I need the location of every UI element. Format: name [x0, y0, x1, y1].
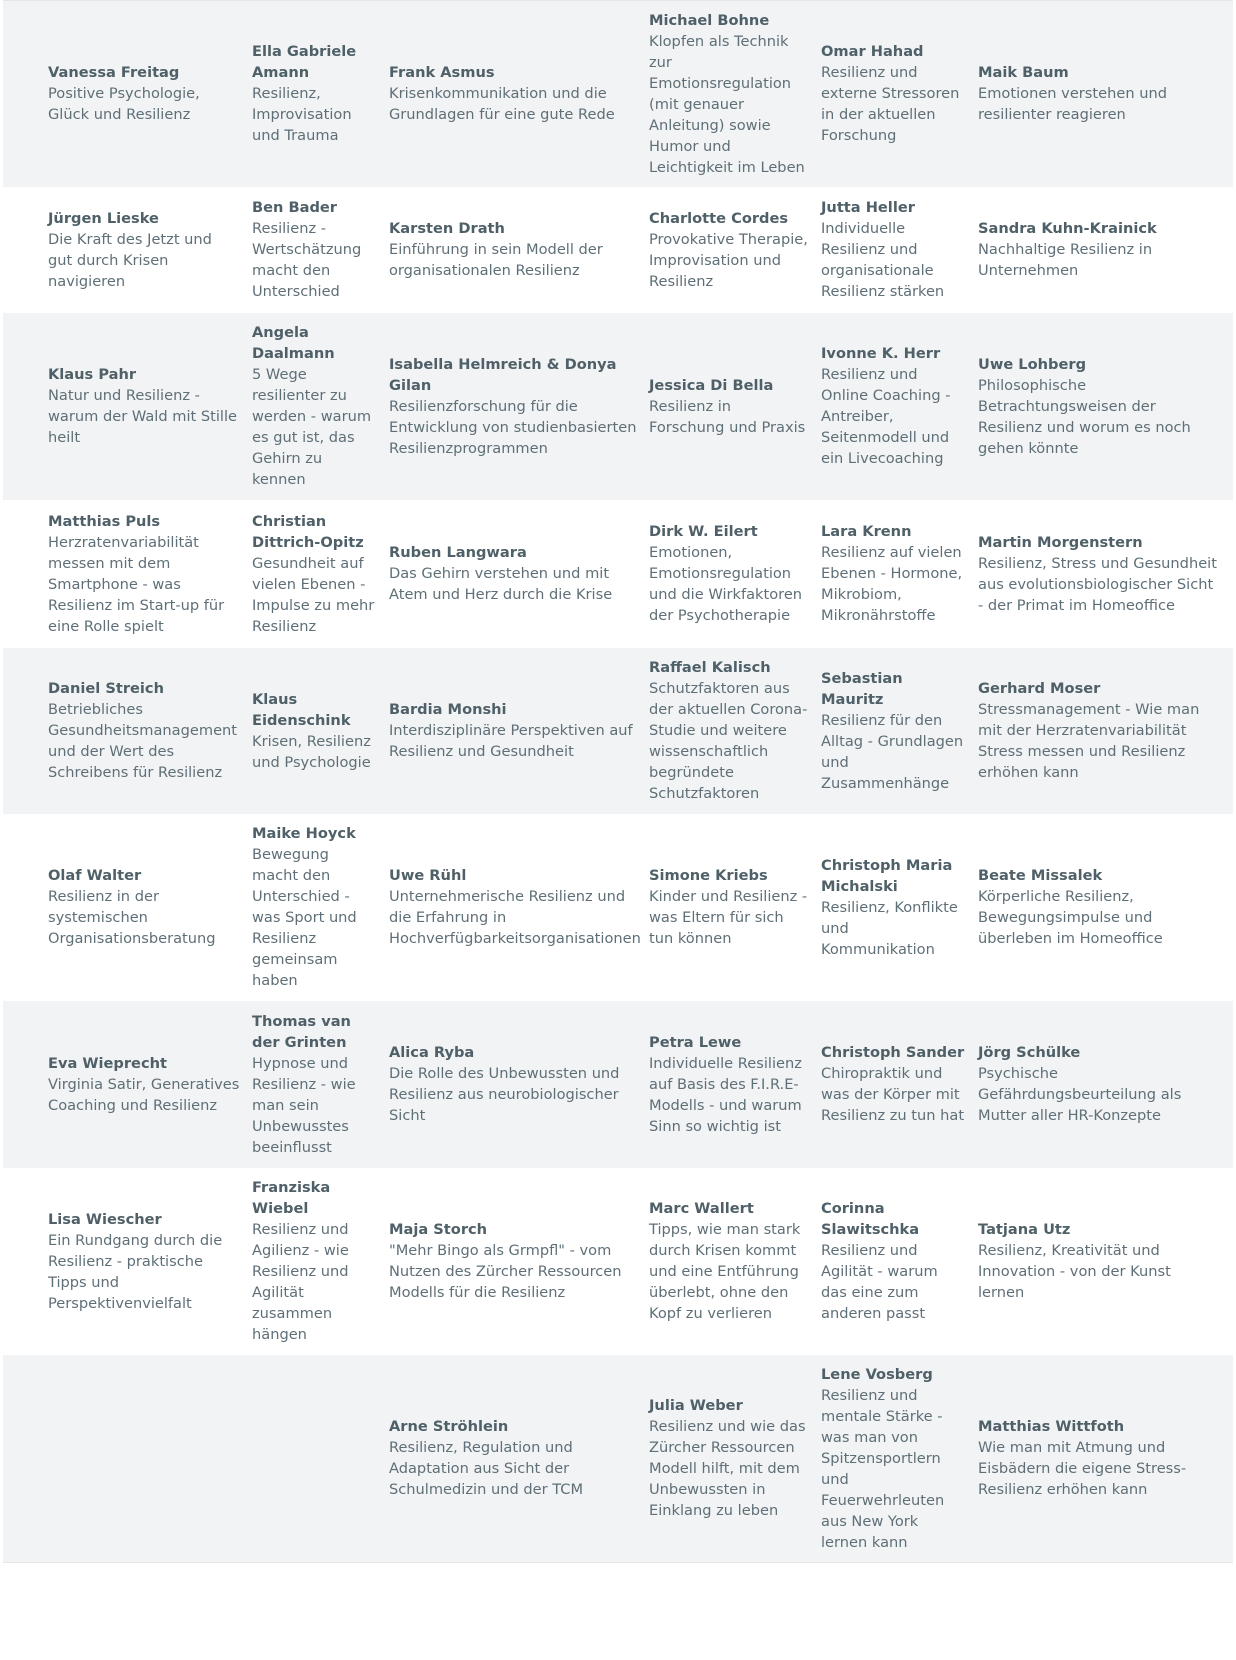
- speaker-name: Angela Daalmann: [252, 324, 335, 362]
- talk-topic: Bewegung macht den Unterschied - was Sport und Resilienz gemeinsam haben: [252, 846, 357, 989]
- speaker-cell: [821, 648, 978, 814]
- speaker-name: Raffael Kalisch: [649, 659, 771, 676]
- speaker-name: Franziska Wiebel: [252, 1179, 331, 1217]
- speaker-cell: [389, 814, 649, 1001]
- speaker-name: Tatjana Utz: [978, 1221, 1071, 1238]
- speaker-name: Lara Krenn: [821, 523, 912, 540]
- speaker-name: Bardia Monshi: [389, 701, 507, 718]
- speaker-cell: [978, 1, 1233, 187]
- speaker-cell: [252, 1, 389, 187]
- talk-topic: Individuelle Resilienz und organisationale Resilienz stärken: [821, 220, 945, 300]
- speaker-cell: [821, 1, 978, 187]
- speaker-cell: [649, 500, 821, 648]
- speaker-cell: [821, 1355, 978, 1563]
- talk-topic: Natur und Resilienz - warum der Wald mit Stille heilt: [48, 387, 238, 446]
- speaker-cell: [821, 187, 978, 313]
- talk-topic: Interdisziplinäre Perspektiven auf Resilienz und Gesundheit: [389, 722, 633, 760]
- talk-topic: Wie man mit Atmung und Eisbädern die eigene Stress-Resilienz erhöhen kann: [978, 1439, 1187, 1499]
- speaker-name: Corinna Slawitschka: [821, 1200, 920, 1238]
- speaker-cell: [389, 1, 649, 187]
- speaker-cell: [3, 1, 252, 187]
- talk-topic: Betriebliches Gesundheitsmanagement und der Wert des Schreibens für Resilienz: [48, 701, 238, 781]
- table-row: [3, 1, 1233, 187]
- speaker-cell: [649, 648, 821, 814]
- speaker-name: Isabella Helmreich & Donya Gilan: [389, 355, 617, 394]
- speaker-cell: [649, 1001, 821, 1168]
- speaker-name: Jutta Heller: [821, 199, 915, 216]
- talk-topic: Resilienz auf vielen Ebenen - Hormone, Mikrobiom, Mikronährstoffe: [821, 544, 963, 624]
- talk-topic: Nachhaltige Resilienz in Unternehmen: [978, 241, 1153, 279]
- talk-topic: Emotionen, Emotionsregulation und die Wirkfaktoren der Psychotherapie: [649, 544, 803, 624]
- talk-topic: Die Kraft des Jetzt und gut durch Krisen navigieren: [48, 230, 212, 290]
- speaker-cell: [252, 648, 389, 814]
- speaker-cell: [821, 814, 978, 1001]
- speaker-name: Karsten Drath: [389, 220, 505, 237]
- speaker-cell: [978, 648, 1233, 814]
- talk-topic: Das Gehirn verstehen und mit Atem und Herz durch die Krise: [389, 565, 613, 603]
- speaker-name: Jörg Schülke: [978, 1044, 1081, 1061]
- speaker-name: Uwe Lohberg: [978, 355, 1087, 373]
- speaker-name: Gerhard Moser: [978, 680, 1101, 697]
- speaker-cell: [389, 500, 649, 648]
- talk-topic: Schutzfaktoren aus der aktuellen Corona-Studie und weitere wissenschaftlich begründete Schutzfaktoren: [649, 680, 808, 802]
- talk-topic: Chiropraktik und was der Körper mit Resilienz zu tun hat: [821, 1065, 965, 1124]
- speaker-name: Lene Vosberg: [821, 1365, 933, 1383]
- speaker-cell: [649, 313, 821, 500]
- speaker-cell: [649, 1, 821, 187]
- speaker-name: Uwe Rühl: [389, 867, 467, 884]
- talk-topic: Positive Psychologie, Glück und Resilienz: [48, 85, 200, 124]
- speaker-name: Beate Missalek: [978, 867, 1103, 884]
- speaker-name: Omar Hahad: [821, 43, 924, 61]
- talk-topic: Körperliche Resilienz, Bewegungsimpulse und überleben im Homeoffice: [978, 888, 1163, 947]
- talk-topic: Hypnose und Resilienz - wie man sein Unbewusstes beeinflusst: [252, 1054, 356, 1156]
- speaker-name: Thomas van der Grinten: [252, 1012, 351, 1051]
- speaker-name: Christian Dittrich-Opitz: [252, 512, 364, 551]
- talk-topic: Philosophische Betrachtungsweisen der Resilienz und worum es noch gehen könnte: [978, 376, 1191, 457]
- talk-topic: Resilienz - Wertschätzung macht den Unterschied: [252, 220, 362, 300]
- talk-topic: Resilienz und Online Coaching - Antreiber, Seitenmodell und ein Livecoaching: [821, 366, 951, 467]
- speaker-name: Klaus Pahr: [48, 366, 137, 383]
- table-row: [3, 1168, 1233, 1355]
- talk-topic: Resilienz und mentale Stärke - was man von Spitzensportlern und Feuerwehrleuten aus New York lernen kann: [821, 1386, 945, 1551]
- speaker-name: Daniel Streich: [48, 680, 164, 697]
- table-row: [3, 1355, 1233, 1563]
- talk-topic: Resilienz in der systemischen Organisationsberatung: [48, 888, 216, 947]
- speaker-name: Vanessa Freitag: [48, 64, 180, 82]
- speaker-name: Matthias Wittfoth: [978, 1418, 1125, 1436]
- talk-topic: Einführung in sein Modell der organisationalen Resilienz: [389, 241, 603, 279]
- talk-topic: Krisenkommunikation und die Grundlagen für eine gute Rede: [389, 85, 615, 124]
- speaker-cell: [252, 500, 389, 648]
- speaker-cell: [821, 500, 978, 648]
- speaker-cell: [978, 1001, 1233, 1168]
- talk-topic: Herzratenvariabilität messen mit dem Smartphone - was Resilienz im Start-up für eine Rolle spielt: [48, 533, 225, 635]
- speaker-cell: [821, 1001, 978, 1168]
- speaker-cell: [3, 1168, 252, 1355]
- speaker-cell: [3, 648, 252, 814]
- talk-topic: Klopfen als Technik zur Emotionsregulation (mit genauer Anleitung) sowie Humor und Leichtigkeit im Leben: [649, 32, 805, 176]
- speaker-name: Simone Kriebs: [649, 867, 768, 884]
- talk-topic: Resilienz für den Alltag - Grundlagen und Zusammenhänge: [821, 711, 964, 792]
- speaker-cell: [649, 814, 821, 1001]
- talk-topic: Resilienz, Regulation und Adaptation aus Sicht der Schulmedizin und der TCM: [389, 1439, 584, 1499]
- speaker-cell: [389, 313, 649, 500]
- speaker-name: Marc Wallert: [649, 1200, 754, 1217]
- speaker-name: Martin Morgenstern: [978, 533, 1143, 551]
- speaker-name: Klaus Eidenschink: [252, 690, 351, 729]
- speaker-name: Maja Storch: [389, 1221, 488, 1238]
- speaker-cell: [3, 313, 252, 500]
- speaker-name: Maik Baum: [978, 64, 1069, 82]
- speaker-name: Arne Ströhlein: [389, 1418, 509, 1436]
- empty-cell: [3, 1355, 252, 1563]
- speaker-cell: [978, 1168, 1233, 1355]
- talk-topic: Resilienz, Konflikte und Kommunikation: [821, 898, 958, 958]
- talk-topic: Virginia Satir, Generatives Coaching und Resilienz: [48, 1075, 240, 1114]
- speaker-cell: [649, 187, 821, 313]
- empty-cell: [252, 1355, 389, 1563]
- speaker-name: Jessica Di Bella: [649, 376, 774, 394]
- speaker-cell: [389, 1168, 649, 1355]
- speaker-cell: [389, 1001, 649, 1168]
- table-row: [3, 648, 1233, 814]
- talk-topic: Emotionen verstehen und resilienter reagieren: [978, 85, 1167, 124]
- table-row: [3, 814, 1233, 1001]
- speaker-cell: [252, 814, 389, 1001]
- talk-topic: Resilienz und Agilienz - wie Resilienz und Agilität zusammen hängen: [252, 1221, 349, 1343]
- speaker-name: Ben Bader: [252, 199, 338, 216]
- speaker-name: Eva Wieprecht: [48, 1054, 167, 1072]
- talk-topic: "Mehr Bingo als Grmpfl" - vom Nutzen des Zürcher Ressourcen Modells für die Resilienz: [389, 1242, 622, 1301]
- talk-topic: Individuelle Resilienz auf Basis des F.I.R.E-Modells - und warum Sinn so wichtig ist: [649, 1054, 802, 1135]
- speaker-cell: [389, 648, 649, 814]
- speaker-name: Petra Lewe: [649, 1033, 742, 1051]
- speaker-cell: [252, 313, 389, 500]
- speaker-name: Sandra Kuhn-Krainick: [978, 220, 1157, 237]
- talk-topic: Gesundheit auf vielen Ebenen - Impulse zu mehr Resilienz: [252, 554, 375, 635]
- talk-topic: Unternehmerische Resilienz und die Erfahrung in Hochverfügbarkeitsorganisationen: [389, 888, 641, 947]
- speaker-name: Dirk W. Eilert: [649, 523, 758, 540]
- speaker-name: Alica Ryba: [389, 1044, 475, 1061]
- speaker-name: Ella Gabriele Amann: [252, 43, 357, 82]
- speaker-cell: [978, 814, 1233, 1001]
- talk-topic: Resilienz und wie das Zürcher Ressourcen Modell hilft, mit dem Unbewussten in Einklang zu leben: [649, 1418, 806, 1520]
- speaker-cell: [978, 187, 1233, 313]
- talk-topic: Ein Rundgang durch die Resilienz - praktische Tipps und Perspektivenvielfalt: [48, 1231, 223, 1312]
- speaker-cell: [3, 1001, 252, 1168]
- speaker-name: Jürgen Lieske: [48, 209, 159, 227]
- speaker-cell: [821, 1168, 978, 1355]
- talk-topic: Kinder und Resilienz - was Eltern für sich tun können: [649, 888, 808, 947]
- speaker-cell: [252, 1001, 389, 1168]
- speaker-name: Olaf Walter: [48, 867, 142, 884]
- speaker-name: Ivonne K. Herr: [821, 345, 941, 362]
- talk-topic: Resilienz, Kreativität und Innovation - von der Kunst lernen: [978, 1242, 1171, 1301]
- speaker-cell: [649, 1168, 821, 1355]
- speaker-cell: [3, 814, 252, 1001]
- speaker-cell: [821, 313, 978, 500]
- speaker-name: Christoph Maria Michalski: [821, 856, 953, 895]
- talk-topic: Psychische Gefährdungsbeurteilung als Mutter aller HR-Konzepte: [978, 1065, 1182, 1124]
- talk-topic: Krisen, Resilienz und Psychologie: [252, 732, 371, 771]
- speaker-cell: [389, 187, 649, 313]
- talk-topic: Resilienz, Improvisation und Trauma: [252, 85, 352, 145]
- speaker-cell: [978, 500, 1233, 648]
- speaker-name: Michael Bohne: [649, 11, 770, 29]
- speaker-name: Christoph Sander: [821, 1044, 965, 1061]
- speaker-name: Julia Weber: [649, 1397, 743, 1415]
- speaker-name: Maike Hoyck: [252, 825, 356, 842]
- speaker-cell: [389, 1355, 649, 1563]
- table-row: [3, 500, 1233, 648]
- talk-topic: 5 Wege resilienter zu werden - warum es gut ist, das Gehirn zu kennen: [252, 366, 372, 488]
- speaker-name: Lisa Wiescher: [48, 1210, 162, 1228]
- speaker-name: Charlotte Cordes: [649, 209, 789, 227]
- speaker-name: Sebastian Mauritz: [821, 669, 903, 708]
- talk-topic: Resilienz und Agilität - warum das eine zum anderen passt: [821, 1242, 938, 1322]
- speaker-cell: [978, 1355, 1233, 1563]
- talk-topic: Die Rolle des Unbewussten und Resilienz aus neurobiologischer Sicht: [389, 1065, 620, 1124]
- talk-topic: Resilienz in Forschung und Praxis: [649, 397, 806, 436]
- talk-topic: Provokative Therapie, Improvisation und Resilienz: [649, 230, 808, 290]
- table-row: [3, 187, 1233, 313]
- speaker-cell: [3, 187, 252, 313]
- speaker-cell: [978, 313, 1233, 500]
- talk-topic: Resilienz, Stress und Gesundheit aus evolutionsbiologischer Sicht - der Primat im Homeoffice: [978, 554, 1217, 614]
- speaker-cell: [3, 500, 252, 648]
- speaker-name: Ruben Langwara: [389, 544, 527, 561]
- talk-topic: Tipps, wie man stark durch Krisen kommt und eine Entführung überlebt, ohne den Kopf zu verlieren: [649, 1221, 801, 1322]
- talk-topic: Resilienzforschung für die Entwicklung von studienbasierten Resilienzprogrammen: [389, 397, 637, 457]
- speaker-name: Frank Asmus: [389, 64, 495, 82]
- speaker-cell: [252, 187, 389, 313]
- speaker-cell: [252, 1168, 389, 1355]
- table-row: [3, 1001, 1233, 1168]
- talk-topic: Resilienz und externe Stressoren in der aktuellen Forschung: [821, 64, 960, 145]
- speaker-cell: [649, 1355, 821, 1563]
- talk-topic: Stressmanagement - Wie man mit der Herzratenvariabilität Stress messen und Resilienz erhöhen kann: [978, 701, 1200, 781]
- speaker-table: [3, 0, 1233, 1563]
- speaker-name: Matthias Puls: [48, 512, 161, 530]
- table-row: [3, 313, 1233, 500]
